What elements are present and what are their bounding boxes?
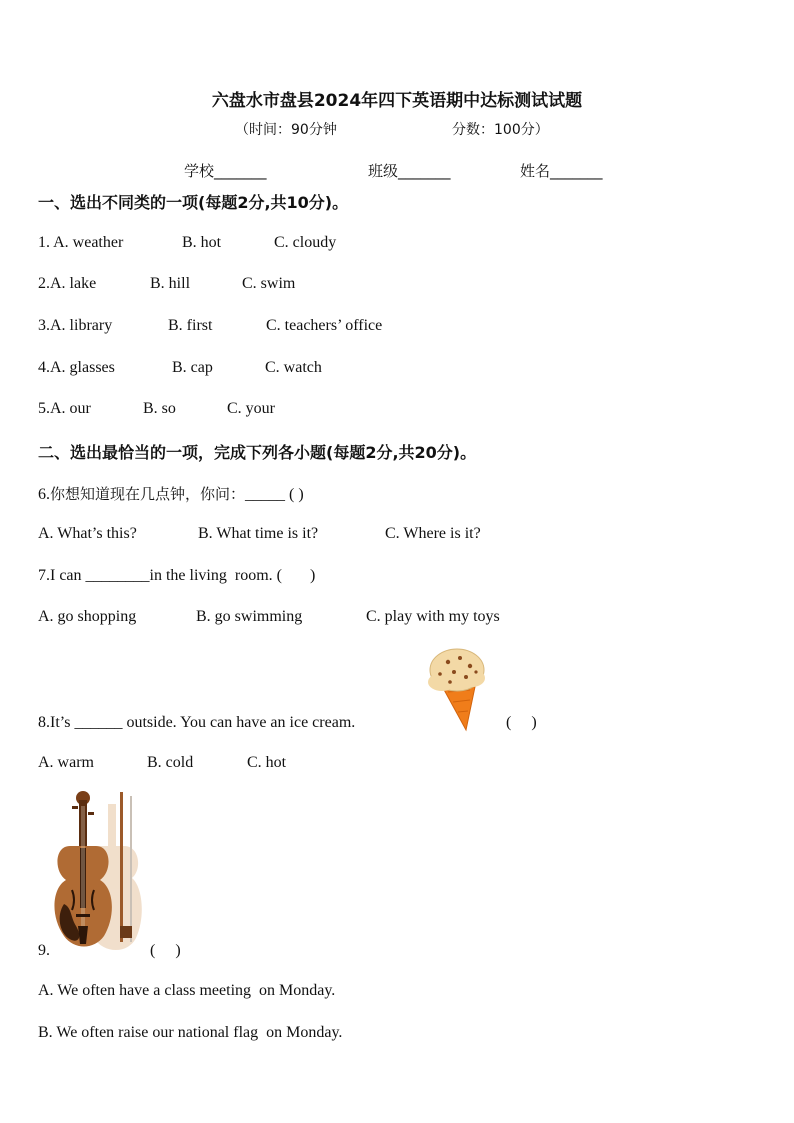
q8-option-c: C. hot <box>247 754 287 771</box>
q8-option-a: A. warm <box>38 754 94 771</box>
q3-option-c: C. teachers’ office <box>266 317 383 334</box>
q7-option-b: B. go swimming <box>196 608 303 625</box>
exam-score: 分数：100分） <box>452 122 549 138</box>
q7-option-a: A. go shopping <box>38 608 137 625</box>
exam-time: （时间：90分钟 <box>235 122 337 138</box>
q6-answer-paren: ( ) <box>289 486 304 503</box>
class-field: 班级_______ <box>368 162 451 180</box>
q2-option-a: 2.A. lake <box>38 275 97 292</box>
q1-option-b: B. hot <box>182 234 222 251</box>
q3-option-a: 3.A. library <box>38 317 113 334</box>
q4-option-c: C. watch <box>265 359 322 376</box>
q7-option-c: C. play with my toys <box>366 608 500 625</box>
q6-option-a: A. What’s this? <box>38 525 137 542</box>
q8-answer-paren: ( ) <box>506 714 537 731</box>
q1-option-a: 1. A. weather <box>38 234 124 251</box>
q9-option-b: B. We often raise our national flag on Monday. <box>38 1024 343 1041</box>
q2-option-c: C. swim <box>242 275 296 292</box>
q2-option-b: B. hill <box>150 275 191 292</box>
school-field: 学校_______ <box>184 162 267 180</box>
q9-number: 9. <box>38 942 50 959</box>
q3-option-b: B. first <box>168 317 213 334</box>
ice-cream-icon <box>420 644 490 732</box>
q5-option-c: C. your <box>227 400 275 417</box>
section-2-heading: 二、选出最恰当的一项，完成下列各小题(每题2分,共20分)。 <box>38 443 477 462</box>
violin-icon <box>50 786 144 958</box>
name-field: 姓名_______ <box>520 162 603 180</box>
section-1-heading: 一、选出不同类的一项(每题2分,共10分)。 <box>38 193 349 212</box>
q5-option-a: 5.A. our <box>38 400 91 417</box>
q6-number: 6. <box>38 486 50 503</box>
q5-option-b: B. so <box>143 400 176 417</box>
page-title: 六盘水市盘县2024年四下英语期中达标测试试题 <box>211 91 583 111</box>
q6-stem <box>38 483 304 504</box>
q6-option-c: C. Where is it? <box>385 525 481 542</box>
q8-option-b: B. cold <box>147 754 194 771</box>
q8-stem: 8.It’s ______ outside. You can have an ice cream. <box>38 714 356 731</box>
q6-option-b: B. What time is it? <box>198 525 319 542</box>
q9-option-a: A. We often have a class meeting on Monday. <box>38 982 336 999</box>
q4-option-a: 4.A. glasses <box>38 359 115 376</box>
q1-option-c: C. cloudy <box>274 234 337 251</box>
q6-text: 你想知道现在几点钟，你问： <box>50 485 246 503</box>
q6-blank: _____ <box>245 486 286 503</box>
q4-option-b: B. cap <box>172 359 213 376</box>
q9-answer-paren: ( ) <box>150 942 181 959</box>
q7-stem: 7.I can ________in the living room. ( ) <box>38 567 316 584</box>
